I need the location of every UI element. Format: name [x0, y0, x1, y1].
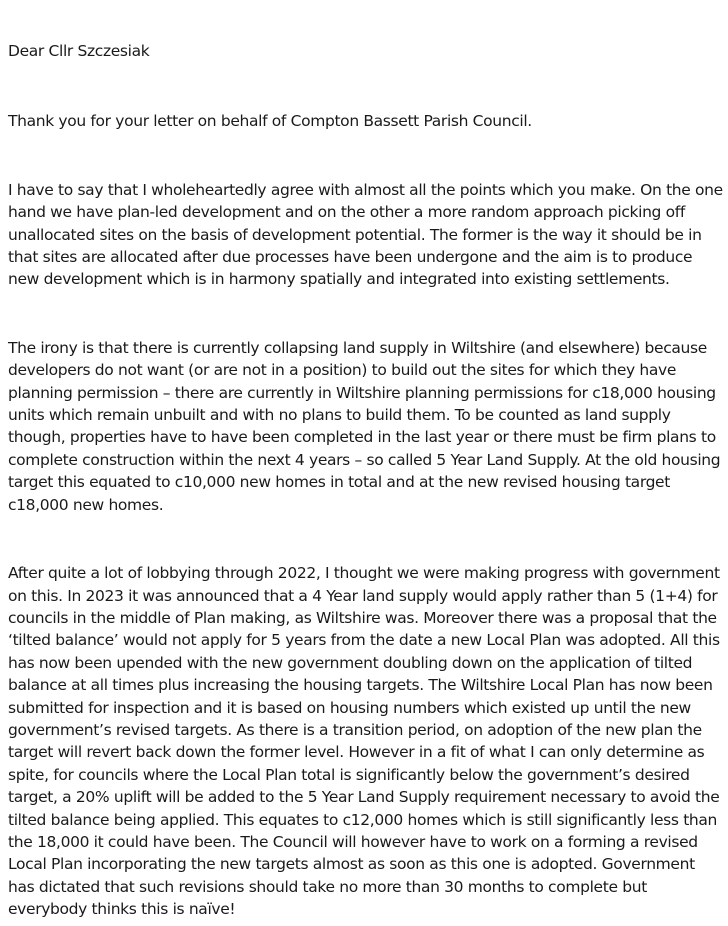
letter-body: [8, 40, 724, 921]
salutation: Dear Cllr Szczesiak: [8, 42, 150, 60]
paragraph-lobbying: After quite a lot of lobbying through 2022, I thought we were making progress with government on this. In 2023 it was announced that a 4 Year land supply would apply rather than 5 (1+4) for councils in the middle of Plan making, as Wiltshire was. Moreover there was a proposal that the ‘tilted balance’ would not apply for 5 years from the date a new Local Plan was adopted. All this has now been upended with the new government doubling down on the application of tilted balance at all times plus increasing the housing targets. The Wiltshire Local Plan has now been submitted for inspection and it is based on housing numbers which existed up until the new government’s revised targets. As there is a transition period, on adoption of the new plan the target will revert back down the former level. However in a fit of what I can only determine as spite, for councils where the Local Plan total is significantly below the government’s desired target, a 20% uplift will be added to the 5 Year Land Supply requirement necessary to avoid the tilted balance being applied. This equates to c12,000 homes which is still significantly less than the 18,000 it could have been. The Council will however have to work on a forming a revised Local Plan incorporating the new targets almost as soon as this one is adopted. Government has dictated that such revisions should take no more than 30 months to complete but everybody thinks this is naïve!: [8, 564, 720, 919]
paragraph-land-supply: The irony is that there is currently collapsing land supply in Wiltshire (and elsewhere) because developers do not want (or are not in a position) to build out the sites for which they have planning permission – there are currently in Wiltshire planning permissions for c18,000 housing units which remain unbuilt and with no plans to build them. To be counted as land supply though, properties have to have been completed in the last year or there must be firm plans to complete construction within the next 4 years – so called 5 Year Land Supply. At the old housing target this equated to c10,000 new homes in total and at the new revised housing target c18,000 new homes.: [8, 338, 721, 514]
paragraph-thanks: Thank you for your letter on behalf of Compton Bassett Parish Council.: [8, 112, 532, 131]
paragraph-agreement: I have to say that I wholeheartedly agree with almost all the points which you make. On the one hand we have plan-led development and on the other a more random approach picking off unallocated sites on the basis of development potential. The former is the way it should be in that sites are allocated after due processes have been undergone and the aim is to produce new development which is in harmony spatially and integrated into existing settlements.: [8, 180, 723, 289]
